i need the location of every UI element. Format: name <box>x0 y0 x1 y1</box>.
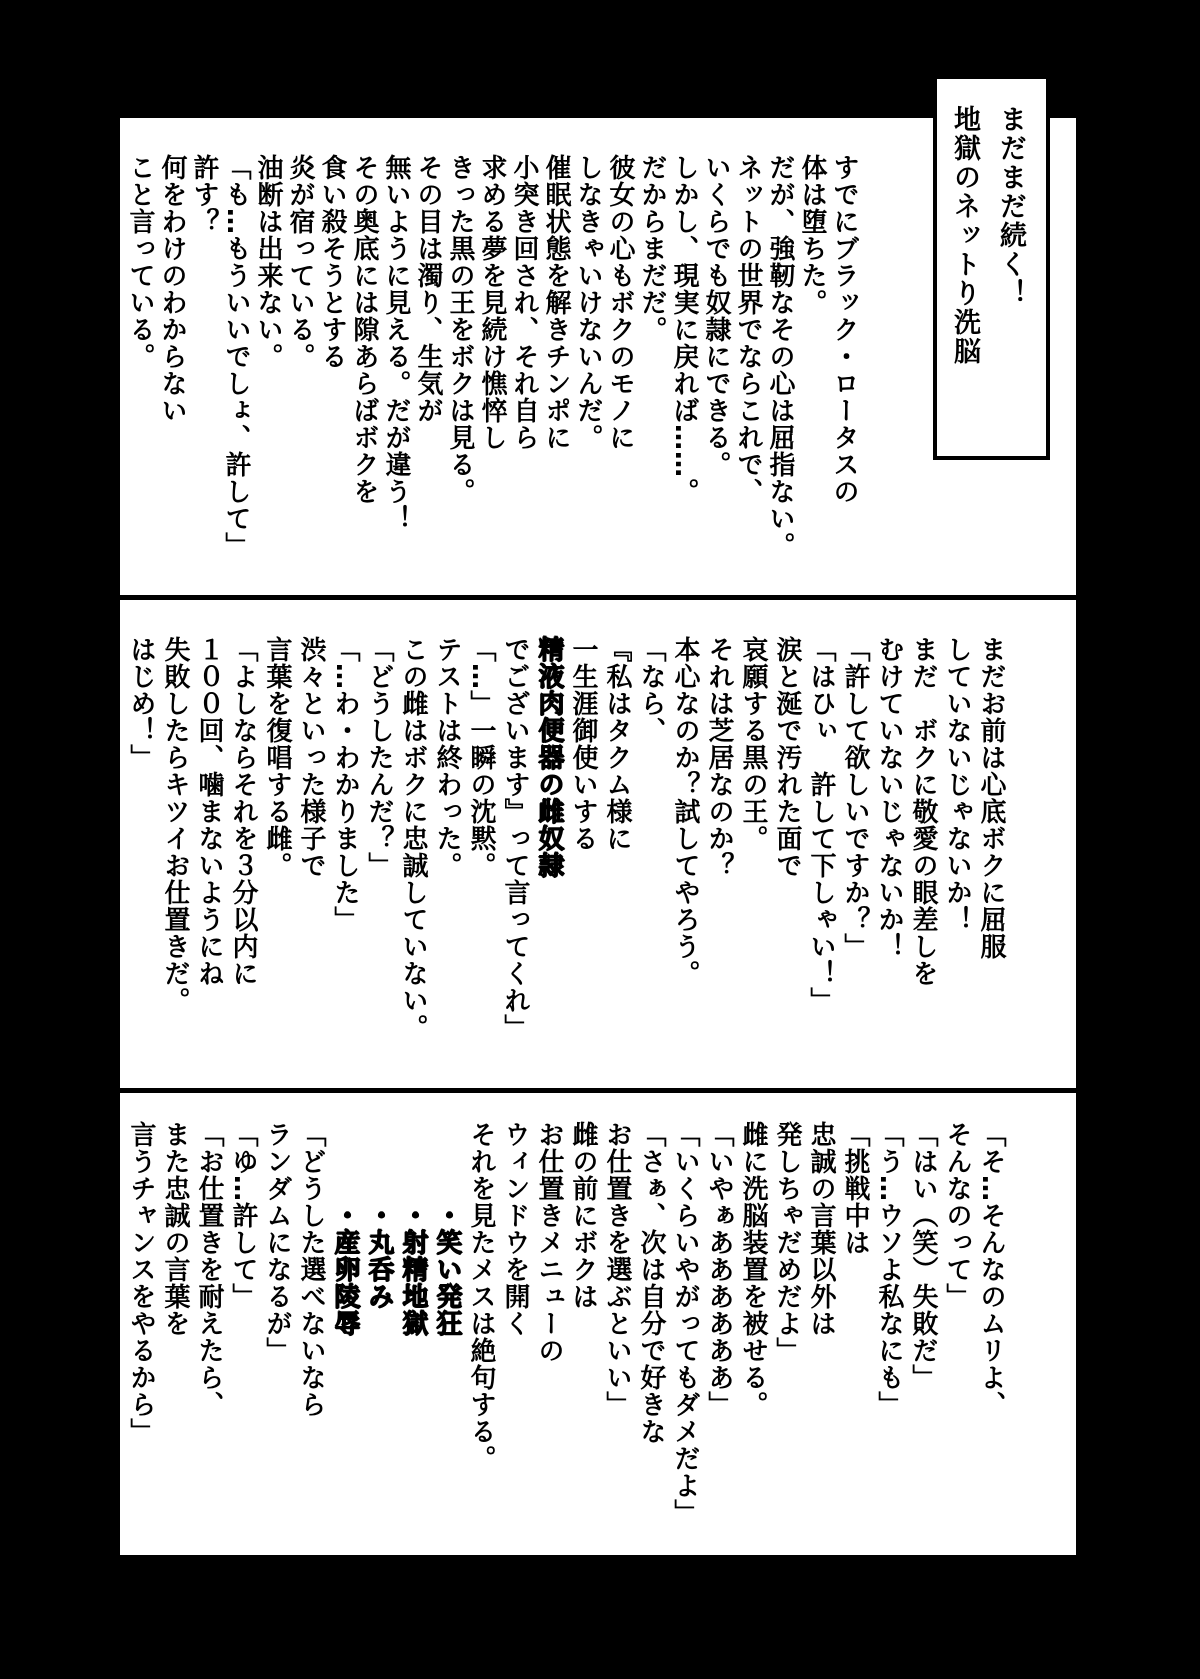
text-column: でございます』って言ってくれ」 <box>500 636 530 1041</box>
text-column: 精液肉便器の雌奴隷 <box>534 636 564 879</box>
text-column: はじめ！」 <box>126 636 156 771</box>
text-column: まだまだ続く！ <box>995 105 1026 308</box>
text-column: 「はひぃ 許して下しゃい！」 <box>806 636 836 1014</box>
text-column: していないじゃないか！ <box>942 636 972 933</box>
text-column: 食い殺そうとする <box>317 154 347 370</box>
text-column: その目は濁り、生気が <box>413 154 443 424</box>
text-column: きった黒の王をボクは見る。 <box>445 154 475 505</box>
text-column: 「どうしたんだ？」 <box>364 636 394 879</box>
text-column: 忠誠の言葉以外は <box>806 1121 836 1337</box>
text-column: それは芝居なのか？ <box>704 636 734 879</box>
text-column: ・射精地獄 <box>398 1121 428 1337</box>
text-column: 「も…もういいでしょ、許して」 <box>221 154 251 559</box>
text-column: だからまだだ。 <box>637 154 667 343</box>
text-column: ・産卵陵辱 <box>330 1121 360 1337</box>
text-column: こと言っている。 <box>125 154 155 370</box>
vertical-text-block <box>120 118 1040 595</box>
text-column: 言葉を復唱する雌。 <box>262 636 292 879</box>
text-column: ウィンドウを開く <box>500 1121 530 1337</box>
text-column: 雌に洗脳装置を被せる。 <box>738 1121 768 1418</box>
text-column: だが、強靭なその心は屈指ない。 <box>765 154 795 559</box>
text-column: 発しちゃだめだよ」 <box>772 1121 802 1364</box>
text-column: 「お仕置きを耐えたら、 <box>194 1121 224 1418</box>
text-column: テストは終わった。 <box>432 636 462 879</box>
text-column: 一生涯御使いする <box>568 636 598 852</box>
text-column: 小突き回され、それ自ら <box>509 154 539 451</box>
narration-panel-middle <box>120 600 1076 1088</box>
text-column: 「どうした選べないなら <box>296 1121 326 1418</box>
text-column: 失敗したらキツイお仕置きだ。 <box>160 636 190 1014</box>
narration-panel-bottom <box>120 1093 1076 1555</box>
text-column: そんなのって」 <box>942 1121 972 1310</box>
text-column: 求める夢を見続け憔悴し <box>477 154 507 451</box>
text-column: ネットの世界でならこれで、 <box>733 154 763 505</box>
text-column: むけていないじゃないか！ <box>874 636 904 960</box>
text-column: 「いやぁああああああ」 <box>704 1121 734 1418</box>
text-column: お仕置きを選ぶといい」 <box>602 1121 632 1418</box>
text-column: 「う…ウソよ私なにも」 <box>874 1121 904 1418</box>
text-column: 何をわけのわからない <box>157 154 187 424</box>
text-column: 渋々といった様子で <box>296 636 326 879</box>
text-column: 許す？ <box>189 154 219 235</box>
text-column: その奥底には隙あらばボクを <box>349 154 379 505</box>
text-column: 『私はタクム様に <box>602 636 632 852</box>
title-box <box>933 75 1050 460</box>
text-column: また忠誠の言葉を <box>160 1121 190 1337</box>
text-column: 「なら、 <box>636 636 666 744</box>
text-column: 「…わ・わかりました」 <box>330 636 360 933</box>
text-column: 「許して欲しいですか？」 <box>840 636 870 960</box>
text-column: まだ ボクに敬愛の眼差しを <box>908 636 938 987</box>
text-column: 無いように見える。だが違う！ <box>381 154 411 532</box>
text-column: しなきゃいけないんだ。 <box>573 154 603 451</box>
text-column: ・笑い発狂 <box>432 1121 462 1337</box>
title-text-block <box>937 79 1045 456</box>
text-column: ランダムになるが」 <box>262 1121 292 1364</box>
text-column: それを見たメスは絶句する。 <box>466 1121 496 1472</box>
text-column: いくらでも奴隷にできる。 <box>701 154 731 478</box>
text-column: 地獄のネットり洗脳 <box>949 105 980 366</box>
text-column: 「挑戦中は <box>840 1121 870 1256</box>
text-column: 本心なのか？試してやろう。 <box>670 636 700 987</box>
text-column: この雌はボクに忠誠していない。 <box>398 636 428 1041</box>
text-column: 哀願する黒の王。 <box>738 636 768 852</box>
text-column: 雌の前にボクは <box>568 1121 598 1310</box>
text-column: １００回、噛まないようにね <box>194 636 224 987</box>
text-column: 炎が宿っている。 <box>285 154 315 370</box>
text-column: 「そ…そんなのムリよ、 <box>976 1121 1006 1418</box>
vertical-text-block <box>120 600 1038 1088</box>
text-column: 催眠状態を解きチンポに <box>541 154 571 451</box>
text-column: 「よしならそれを３分以内に <box>228 636 258 987</box>
text-column: 「さぁ、次は自分で好きな <box>636 1121 666 1445</box>
text-column: 「…」一瞬の沈黙。 <box>466 636 496 879</box>
text-column: 体は堕ちた。 <box>797 154 827 316</box>
text-column: しかし、現実に戻れば……。 <box>669 154 699 505</box>
vertical-text-block <box>120 1093 1038 1555</box>
text-column: 「はい（笑）失敗だ」 <box>908 1121 938 1391</box>
text-column: まだお前は心底ボクに屈服 <box>976 636 1006 960</box>
text-column: 涙と涎で汚れた面で <box>772 636 802 879</box>
text-column: 「いくらいやがってもダメだよ」 <box>670 1121 700 1526</box>
text-column: 彼女の心もボクのモノに <box>605 154 635 451</box>
text-column: 言うチャンスをやるから」 <box>126 1121 156 1445</box>
text-column: ・丸呑み <box>364 1121 394 1310</box>
text-column: 「ゆ…許して」 <box>228 1121 258 1310</box>
text-column: お仕置きメニューの <box>534 1121 564 1364</box>
text-column: すでにブラック・ロータスの <box>829 154 859 505</box>
text-column: 油断は出来ない。 <box>253 154 283 370</box>
